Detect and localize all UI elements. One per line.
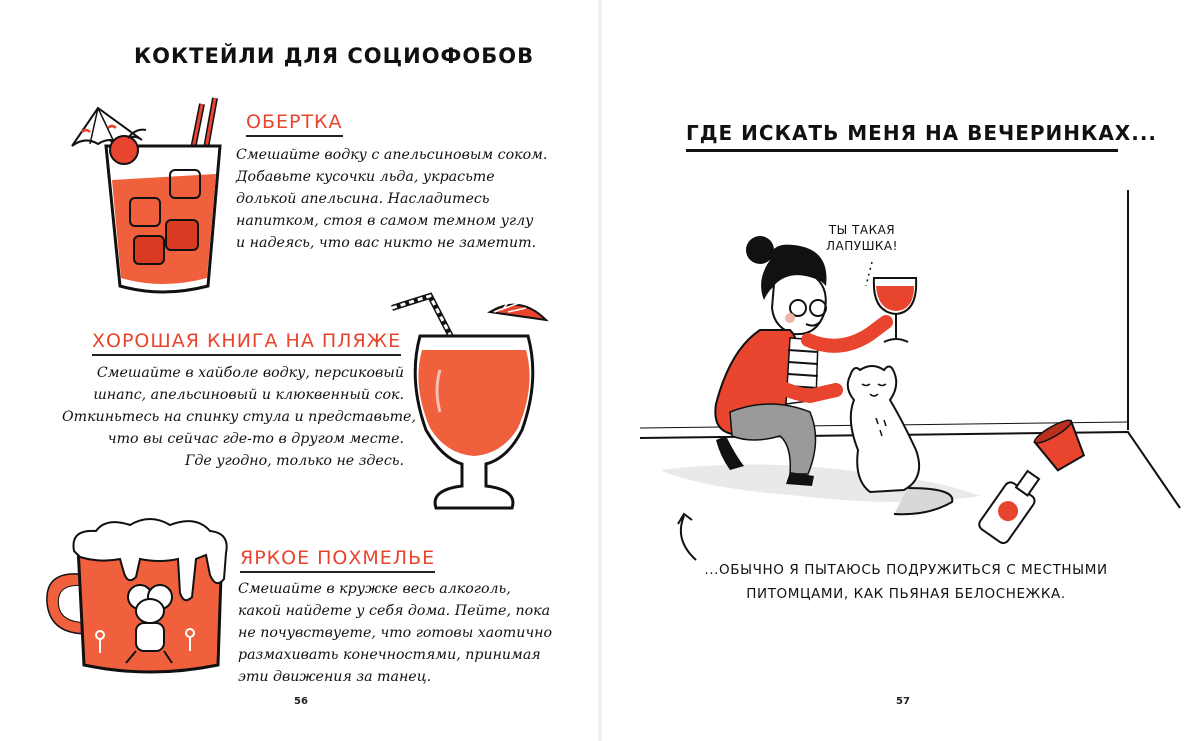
recipe-line: что вы сейчас где-то в другом месте. — [107, 431, 404, 447]
recipe-line: эти движения за танец. — [238, 669, 432, 685]
recipe-title-1 — [246, 111, 343, 137]
recipe-line: напитком, стоя в самом темном углу — [236, 213, 534, 229]
recipe-text-1 — [236, 144, 547, 254]
recipe-line: Где угодно, только не здесь. — [185, 453, 404, 469]
recipe-line: и надеясь, что вас никто не заметит. — [236, 235, 537, 251]
recipe-text-2 — [62, 362, 416, 472]
page-number-left: 56 — [294, 696, 308, 707]
recipe-line: Откиньтесь на спинку стула и представьте, — [62, 409, 416, 425]
recipe-name-2: ХОРОШАЯ КНИГА НА ПЛЯЖЕ — [92, 330, 402, 352]
recipe-line: не почувствуете, что готовы хаотично — [238, 625, 553, 641]
recipe-line: какой найдете у себя дома. Пейте, пока — [238, 603, 551, 619]
right-page-title-text: ГДЕ ИСКАТЬ МЕНЯ НА ВЕЧЕРИНКАХ... — [686, 121, 1158, 145]
recipe-title-2 — [92, 330, 401, 356]
recipe-line: шнапс, апельсиновый и клюквенный сок. — [93, 387, 404, 403]
right-page — [600, 0, 1200, 741]
speech-line: ЛАПУШКА! — [826, 239, 898, 253]
hurricane-cocktail-illustration — [390, 290, 560, 520]
recipe-name-1: ОБЕРТКА — [246, 111, 343, 133]
caption-line: ПИТОМЦАМИ, КАК ПЬЯНАЯ БЕЛОСНЕЖКА. — [746, 586, 1066, 602]
left-page-title: КОКТЕЙЛИ ДЛЯ СОЦИОФОБОВ — [134, 44, 535, 68]
recipe-title-3 — [240, 547, 435, 573]
recipe-line: размахивать конечностями, принимая — [238, 647, 541, 663]
illustration-caption — [696, 558, 1116, 606]
page-number-right: 57 — [896, 696, 910, 707]
party-scene-illustration — [640, 190, 1160, 530]
mug-illustration — [40, 515, 240, 690]
recipe-line: Добавьте кусочки льда, украсьте — [236, 169, 495, 185]
caption-line: ...ОБЫЧНО Я ПЫТАЮСЬ ПОДРУЖИТЬСЯ С МЕСТНЫМИ — [704, 562, 1108, 578]
orange-cocktail-illustration — [70, 88, 250, 303]
recipe-line: Смешайте в хайболе водку, персиковый — [96, 365, 404, 381]
recipe-line: Смешайте водку с апельсиновым соком. — [236, 147, 548, 163]
recipe-name-3: ЯРКОЕ ПОХМЕЛЬЕ — [240, 547, 436, 569]
right-page-title — [686, 121, 1157, 152]
recipe-line: долькой апельсина. Насладитесь — [236, 191, 490, 207]
recipe-line: Смешайте в кружке весь алкоголь, — [238, 581, 511, 597]
speech-line: ТЫ ТАКАЯ — [828, 223, 896, 237]
recipe-text-3 — [238, 578, 552, 688]
